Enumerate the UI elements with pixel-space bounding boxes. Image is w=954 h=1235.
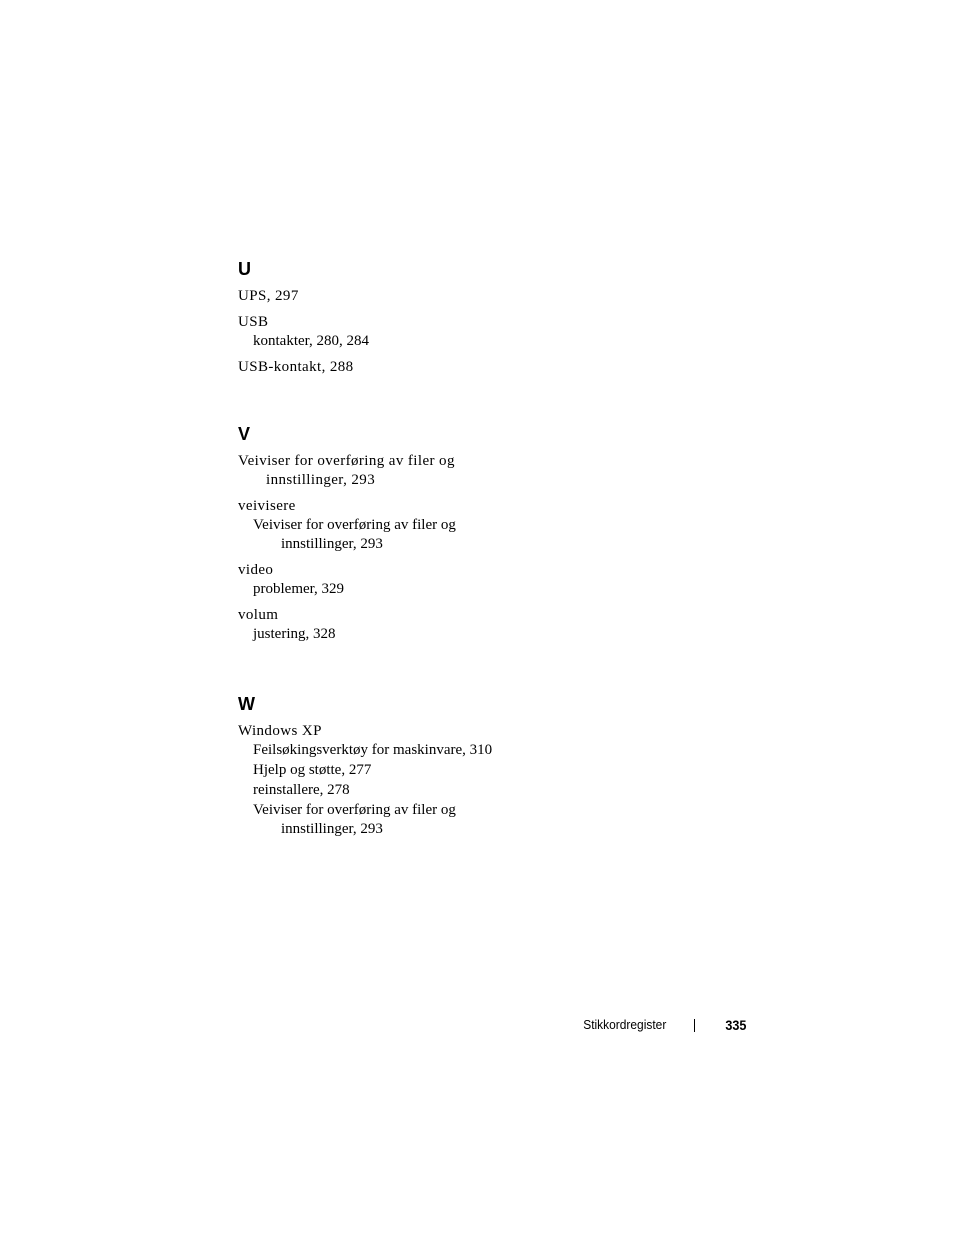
index-subterm: reinstallere, 278 — [253, 782, 350, 798]
page-number: 335 — [724, 1017, 746, 1033]
index-term: Veiviser for overføring av filer og innstillinger, 293 — [238, 453, 455, 488]
index-section-v — [238, 423, 511, 651]
index-term: Windows XP — [238, 723, 322, 739]
index-entry — [238, 452, 511, 490]
index-entry — [238, 606, 511, 644]
index-subterm: Feilsøkingsverktøy for maskinvare, 310 — [253, 742, 493, 758]
index-subterm: problemer, 329 — [253, 581, 345, 597]
section-letter: V — [238, 424, 251, 444]
index-entry — [238, 561, 511, 599]
index-entry — [238, 313, 511, 351]
index-subterm: Hjelp og støtte, 277 — [253, 762, 372, 778]
index-term: video — [238, 562, 274, 578]
index-term: USB — [238, 314, 269, 330]
index-term: veivisere — [238, 498, 296, 514]
index-term: USB-kontakt, 288 — [238, 359, 354, 375]
index-section-u — [238, 258, 511, 384]
index-subterm: Veiviser for overføring av filer og innstillinger, 293 — [253, 517, 456, 552]
section-letter: U — [238, 259, 251, 279]
index-subterm: kontakter, 280, 284 — [253, 333, 370, 349]
index-entries — [238, 287, 511, 377]
index-subterm: justering, 328 — [253, 626, 336, 642]
page-footer — [0, 1014, 954, 1036]
index-entry — [238, 497, 511, 554]
index-term: volum — [238, 607, 279, 623]
index-section-w — [238, 693, 511, 846]
footer-title: Stikkordregister — [582, 1017, 666, 1032]
footer-divider — [694, 1019, 695, 1032]
index-entries — [238, 722, 511, 839]
index-entry — [238, 358, 511, 377]
index-subterm: Veiviser for overføring av filer og innstillinger, 293 — [253, 802, 456, 837]
index-term: UPS, 297 — [238, 288, 299, 304]
index-entries — [238, 452, 511, 644]
index-entry — [238, 722, 511, 839]
index-entry — [238, 287, 511, 306]
section-letter: W — [238, 694, 255, 714]
